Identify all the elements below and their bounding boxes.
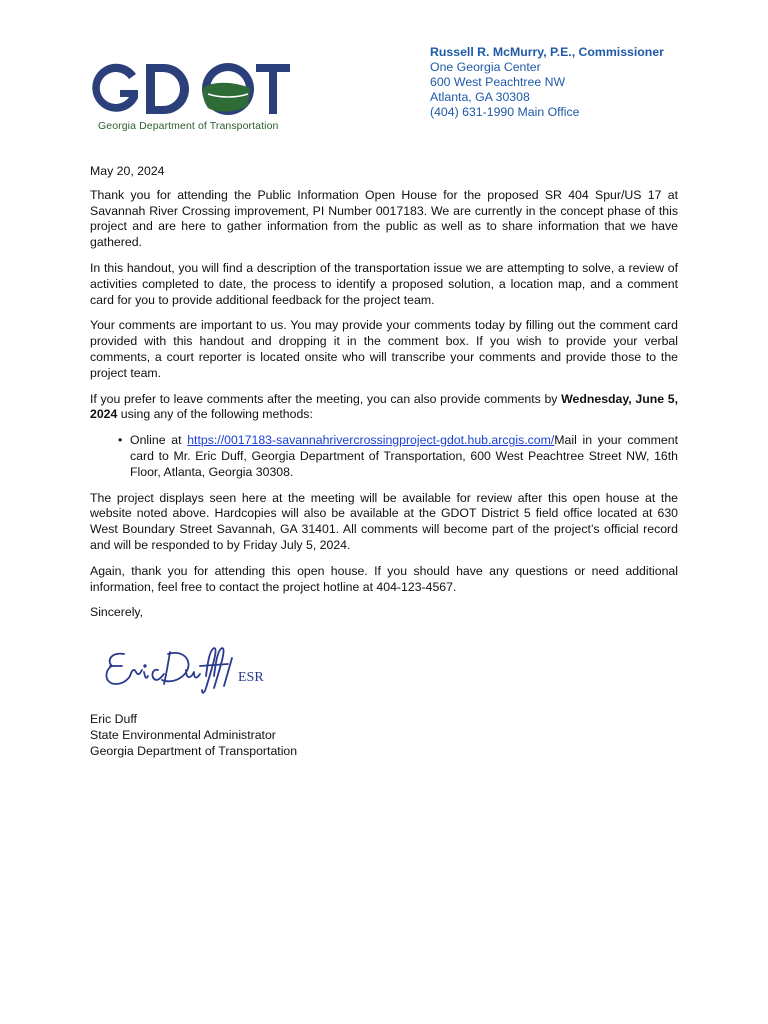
paragraph-handout: In this handout, you will find a description of the transportation issue we are attempting to solve, a review of activities completed to date, the process to identify a proposed solution, a location map, and a comment card for you to provide additional feedback for the project team. — [90, 260, 678, 307]
handwritten-signature — [102, 642, 282, 702]
paragraph-intro: Thank you for attending the Public Information Open House for the proposed SR 404 Spur/US 17 at Savannah River Crossing improvement, PI Number 0017183. We are currently in the concept phase of this project and are here to gather information from the public as well as to share information that we have gathered. — [90, 187, 678, 250]
letter-d-shape — [146, 64, 189, 114]
signature-initials: ESR — [238, 670, 264, 685]
signer-title: State Environmental Administrator — [90, 727, 276, 742]
logo-caption: Georgia Department of Transportation — [98, 120, 279, 132]
signer-organization: Georgia Department of Transportation — [90, 743, 298, 758]
signature-strokes — [102, 642, 242, 697]
comment-method-item — [118, 433, 678, 480]
paragraph-thanks: Again, thank you for attending this open house. If you should have any questions or need additional information, feel free to contact the project hotline at 404-123-4567. — [90, 563, 678, 594]
letter-t-shape — [256, 64, 290, 114]
address-line-1: One Georgia Center — [430, 60, 541, 74]
deadline-date: Wednesday, June 5, 2024 — [90, 391, 678, 422]
letter-g-shape — [92, 64, 138, 112]
address-line-3: Atlanta, GA 30308 — [430, 90, 530, 104]
letter-body — [90, 164, 678, 631]
paragraph-displays: The project displays seen here at the meeting will be available for review after this open house at the website noted above. Hardcopies will also be available at the GDOT District 5 field office located at 630 West Boundary Street Savannah, GA 31401. All comments will become part of the project’s official record and will be responded to by Friday July 5, 2024. — [90, 490, 678, 552]
letterhead-address — [430, 45, 750, 120]
paragraph-deadline — [90, 392, 678, 424]
gdot-logo — [90, 58, 290, 136]
closing: Sincerely, — [90, 605, 144, 620]
gdot-wordmark-graphic — [90, 58, 290, 120]
deadline-text-end: using any of the following methods: — [117, 407, 313, 422]
comment-methods-list — [90, 433, 678, 480]
address-line-2: 600 West Peachtree NW — [430, 75, 566, 89]
project-website-link[interactable]: https://0017183-savannahrivercrossingproject-gdot.hub.arcgis.com/ — [187, 433, 555, 448]
main-office-phone: (404) 631-1990 Main Office — [430, 105, 580, 119]
signer-name: Eric Duff — [90, 712, 137, 726]
bullet-icon: • — [118, 433, 123, 448]
letter-date: May 20, 2024 — [90, 164, 165, 178]
deadline-text-start: If you prefer to leave comments after the meeting, you can also provide comments by — [90, 391, 562, 406]
commissioner-name: Russell R. McMurry, P.E., Commissioner — [430, 45, 664, 59]
method-prefix: Online at — [130, 433, 188, 448]
signer-block — [90, 712, 297, 759]
paragraph-comments: Your comments are important to us. You may provide your comments today by filling out the comment card provided with this handout and dropping it in the comment box. If you wish to provide your verbal comments, a court reporter is located onsite who will transcribe your comments and provide those to the project team. — [90, 318, 678, 380]
method-suffix: Mail in your comment card to Mr. Eric Duff, Georgia Department of Transportation, 600 West Peachtree Street NW, 16th Floor, Atlanta, Georgia 30308. — [130, 433, 679, 479]
